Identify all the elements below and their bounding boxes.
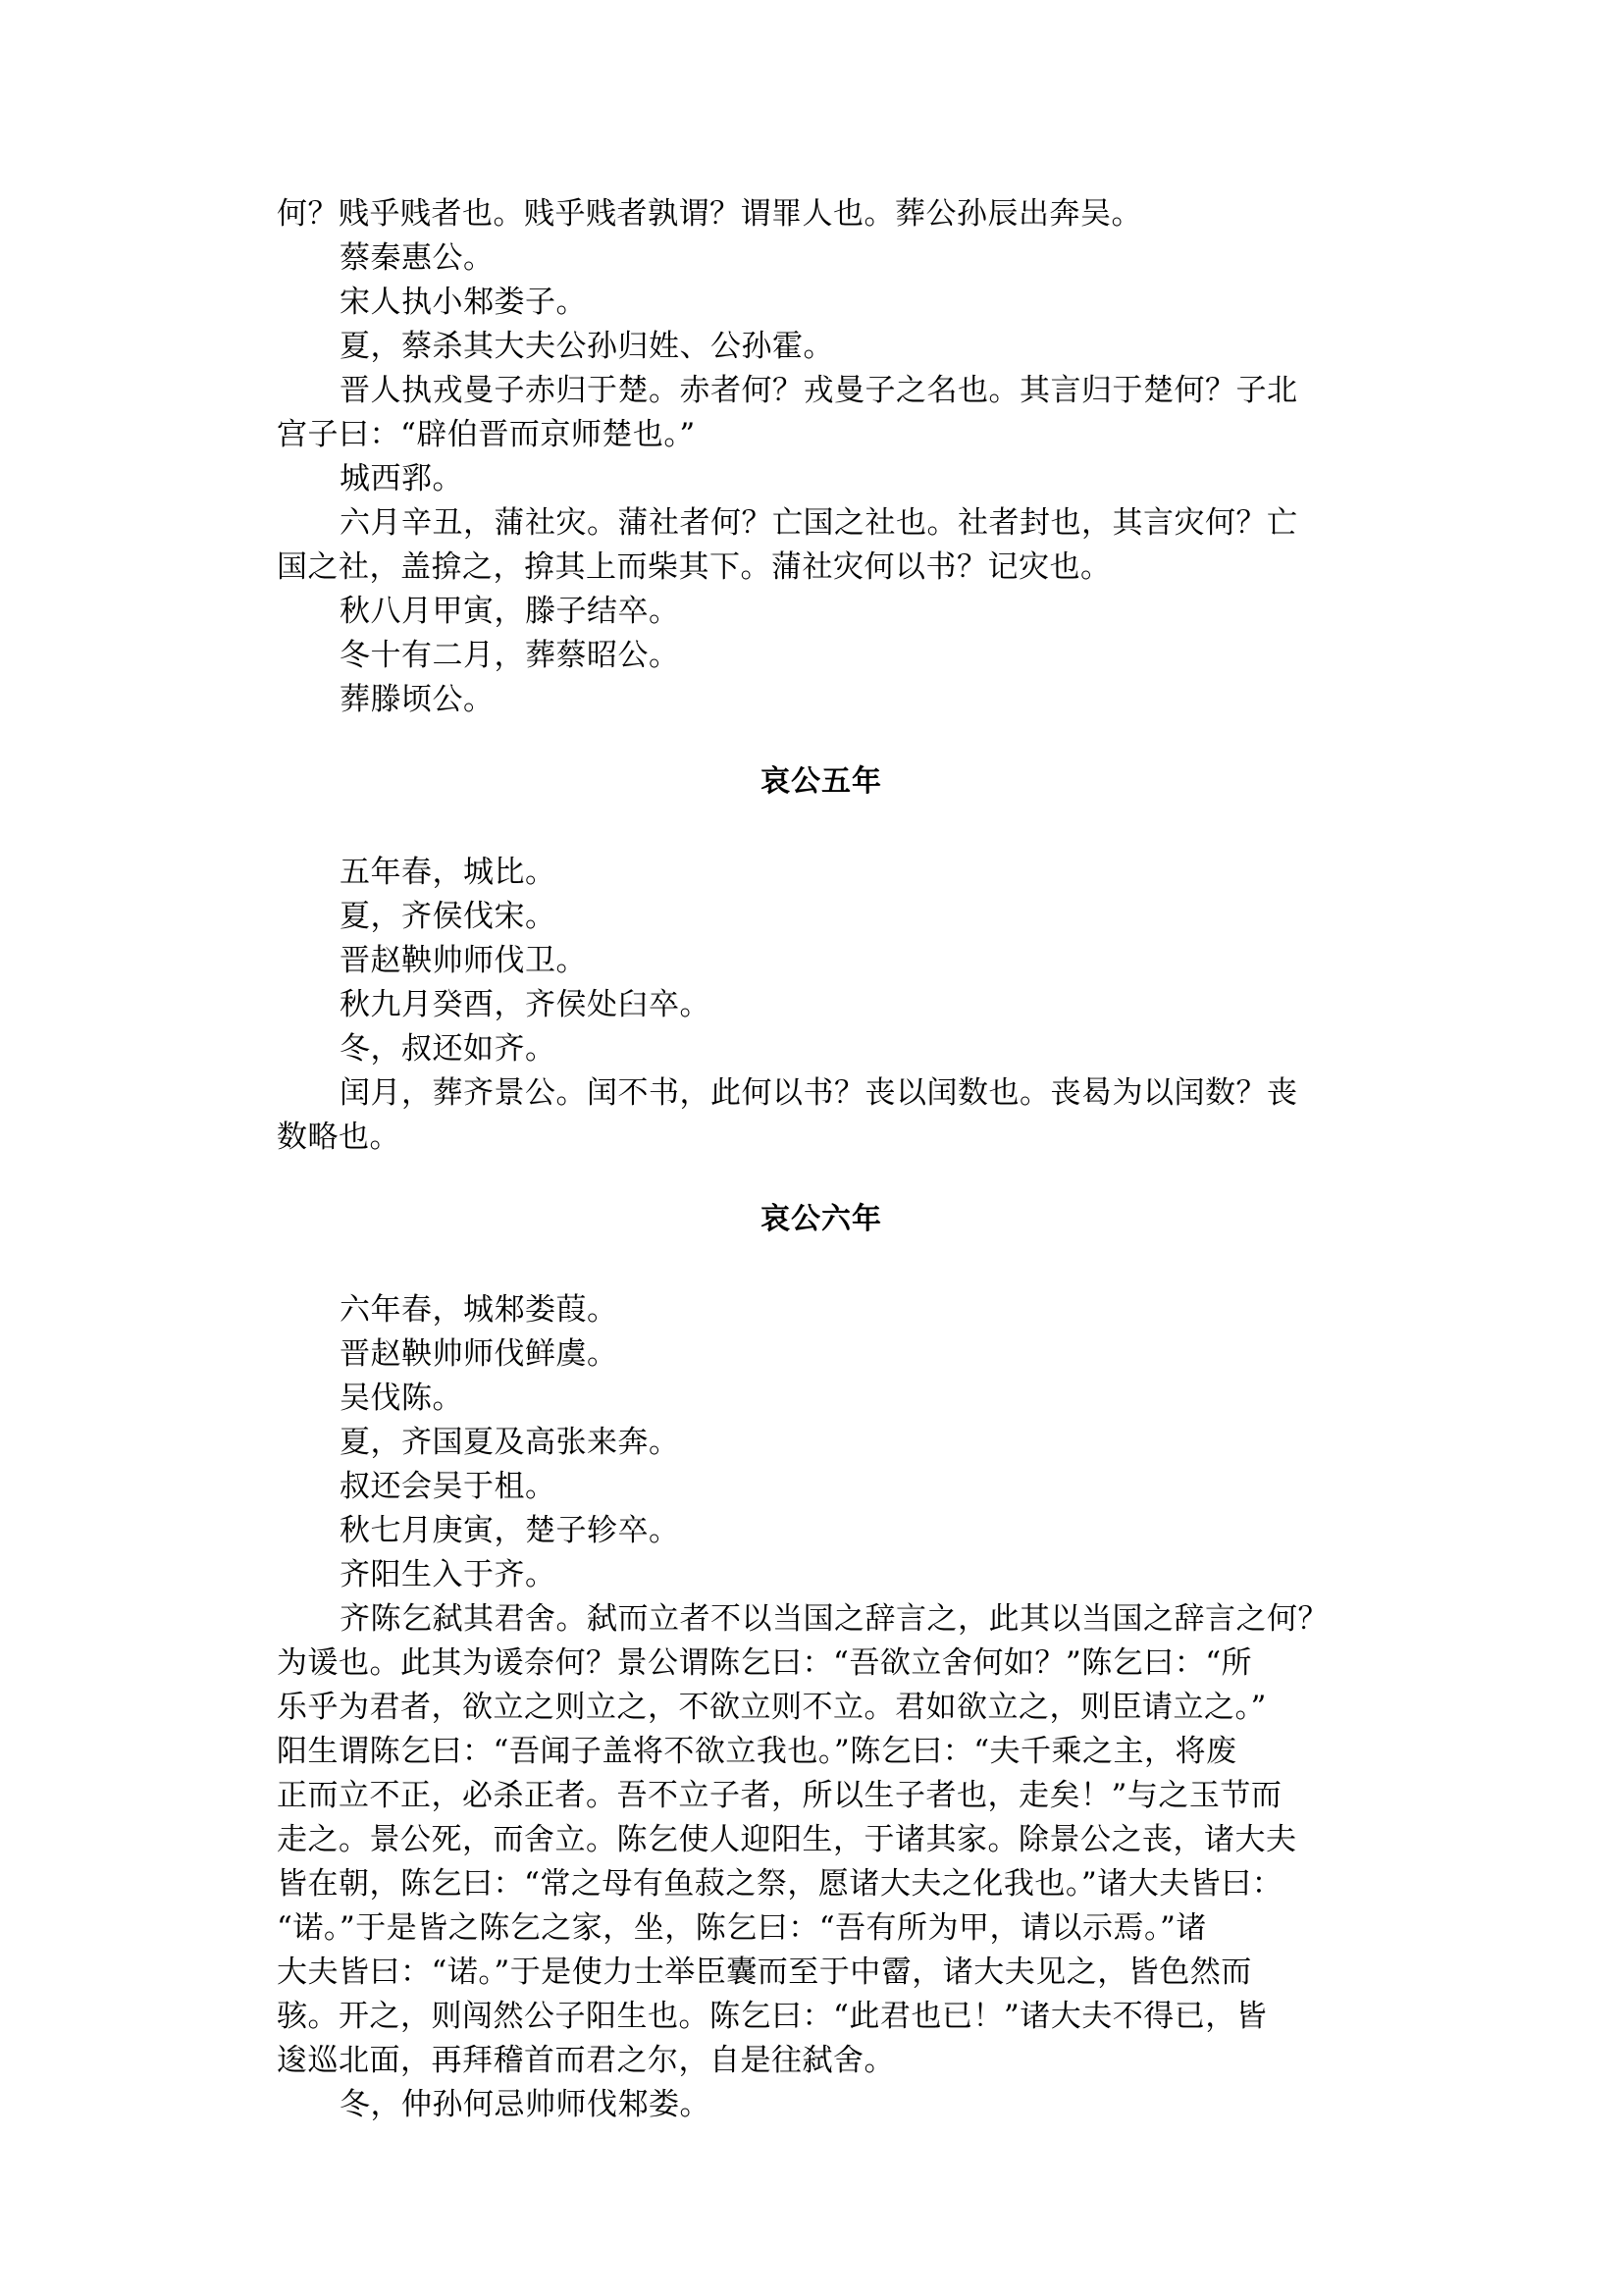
paragraph	[277, 369, 1366, 457]
paragraph	[277, 192, 1366, 236]
text-line: 齐阳生入于齐。	[340, 1557, 556, 1592]
paragraph	[277, 1027, 1366, 1071]
text-line: 走之。景公死，而舍立。陈乞使人迎阳生，于诸其家。除景公之丧，诸大夫	[277, 1822, 1297, 1857]
paragraph	[277, 1553, 1366, 1597]
paragraph	[277, 634, 1366, 678]
paragraph	[277, 1597, 1366, 2083]
paragraph	[277, 851, 1366, 895]
text-line: 夏，齐国夏及高张来奔。	[340, 1425, 680, 1460]
text-line: 秋八月甲寅，滕子结卒。	[340, 594, 680, 629]
spacer	[277, 1241, 1366, 1288]
text-line: 骇。开之，则闯然公子阳生也。陈乞曰：“此君也已！”诸大夫不得已，皆	[277, 1999, 1268, 2034]
spacer	[277, 1160, 1366, 1197]
paragraph	[277, 2083, 1366, 2127]
paragraph	[277, 1288, 1366, 1332]
text-line: 逡巡北面，再拜稽首而君之尔，自是往弑舍。	[277, 2043, 895, 2078]
paragraph	[277, 457, 1366, 501]
text-line: 晋赵鞅帅师伐卫。	[340, 943, 587, 978]
text-line: “诺。”于是皆之陈乞之家，坐，陈乞曰：“吾有所为甲，请以示焉。”诸	[277, 1910, 1207, 1946]
text-line: 冬，仲孙何忌帅师伐邾娄。	[340, 2087, 710, 2122]
text-line: 吴伐陈。	[340, 1381, 463, 1416]
text-line: 国之社，盖揜之，揜其上而柴其下。蒲社灾何以书？记灾也。	[277, 549, 1112, 585]
paragraph	[277, 1421, 1366, 1465]
paragraph	[277, 1071, 1366, 1160]
text-line: 城西郛。	[340, 461, 463, 496]
text-line: 夏，齐侯伐宋。	[340, 899, 556, 934]
text-line: 宫子曰：“辟伯晋而京师楚也。”	[277, 417, 696, 452]
text-line: 宋人执小邾娄子。	[340, 285, 587, 320]
text-line: 蔡秦惠公。	[340, 240, 495, 276]
text-section	[277, 192, 1366, 722]
text-line: 五年春，城比。	[340, 855, 556, 890]
paragraph	[277, 501, 1366, 590]
text-line: 闰月，葬齐景公。闰不书，此何以书？丧以闰数也。丧曷为以闰数？丧	[340, 1075, 1298, 1111]
paragraph	[277, 325, 1366, 369]
spacer	[277, 722, 1366, 759]
text-line: 阳生谓陈乞曰：“吾闻子盖将不欲立我也。”陈乞曰：“夫千乘之主，将废	[277, 1734, 1237, 1769]
text-section	[277, 851, 1366, 1160]
text-line: 大夫皆曰：“诺。”于是使力士举臣囊而至于中霤，诸大夫见之，皆色然而	[277, 1955, 1252, 1990]
text-line: 叔还会吴于柤。	[340, 1469, 556, 1504]
text-line: 晋人执戎曼子赤归于楚。赤者何？戎曼子之名也。其言归于楚何？子北	[340, 373, 1298, 408]
text-line: 六年春，城邾娄葭。	[340, 1292, 618, 1328]
paragraph	[277, 281, 1366, 325]
paragraph	[277, 895, 1366, 939]
chapter-heading: 哀公五年	[760, 764, 882, 799]
text-line: 乐乎为君者，欲立之则立之，不欲立则不立。君如欲立之，则臣请立之。”	[277, 1690, 1267, 1725]
paragraph	[277, 1332, 1366, 1377]
text-line: 冬，叔还如齐。	[340, 1031, 556, 1067]
document-page	[277, 192, 1366, 2127]
text-line: 为谖也。此其为谖奈何？景公谓陈乞曰：“吾欲立舍何如？”陈乞曰：“所	[277, 1645, 1253, 1681]
paragraph	[277, 590, 1366, 634]
text-line: 正而立不正，必杀正者。吾不立子者，所以生子者也，走矣！”与之玉节而	[277, 1778, 1283, 1813]
text-section	[277, 1288, 1366, 2127]
paragraph	[277, 939, 1366, 983]
text-line: 齐陈乞弑其君舍。弑而立者不以当国之辞言之，此其以当国之辞言之何？	[340, 1601, 1329, 1637]
spacer	[277, 804, 1366, 851]
text-line: 葬滕顷公。	[340, 682, 495, 717]
text-line: 何？贱乎贱者也。贱乎贱者孰谓？谓罪人也。葬公孙辰出奔吴。	[277, 196, 1142, 232]
paragraph	[277, 1465, 1366, 1509]
paragraph	[277, 983, 1366, 1027]
paragraph	[277, 236, 1366, 281]
text-line: 冬十有二月，葬蔡昭公。	[340, 638, 680, 673]
chapter-heading: 哀公六年	[760, 1202, 882, 1236]
text-line: 数略也。	[277, 1120, 400, 1155]
text-line: 夏，蔡杀其大夫公孙归姓、公孙霍。	[340, 329, 834, 364]
paragraph	[277, 1377, 1366, 1421]
text-line: 六月辛丑，蒲社灾。蒲社者何？亡国之社也。社者封也，其言灾何？亡	[340, 505, 1298, 541]
paragraph	[277, 678, 1366, 722]
text-line: 秋七月庚寅，楚子轸卒。	[340, 1513, 680, 1548]
text-line: 晋赵鞅帅师伐鲜虞。	[340, 1336, 618, 1372]
text-line: 秋九月癸酉，齐侯处臼卒。	[340, 987, 710, 1022]
paragraph	[277, 1509, 1366, 1553]
text-line: 皆在朝，陈乞曰：“常之母有鱼菽之祭，愿诸大夫之化我也。”诸大夫皆曰：	[277, 1866, 1283, 1902]
